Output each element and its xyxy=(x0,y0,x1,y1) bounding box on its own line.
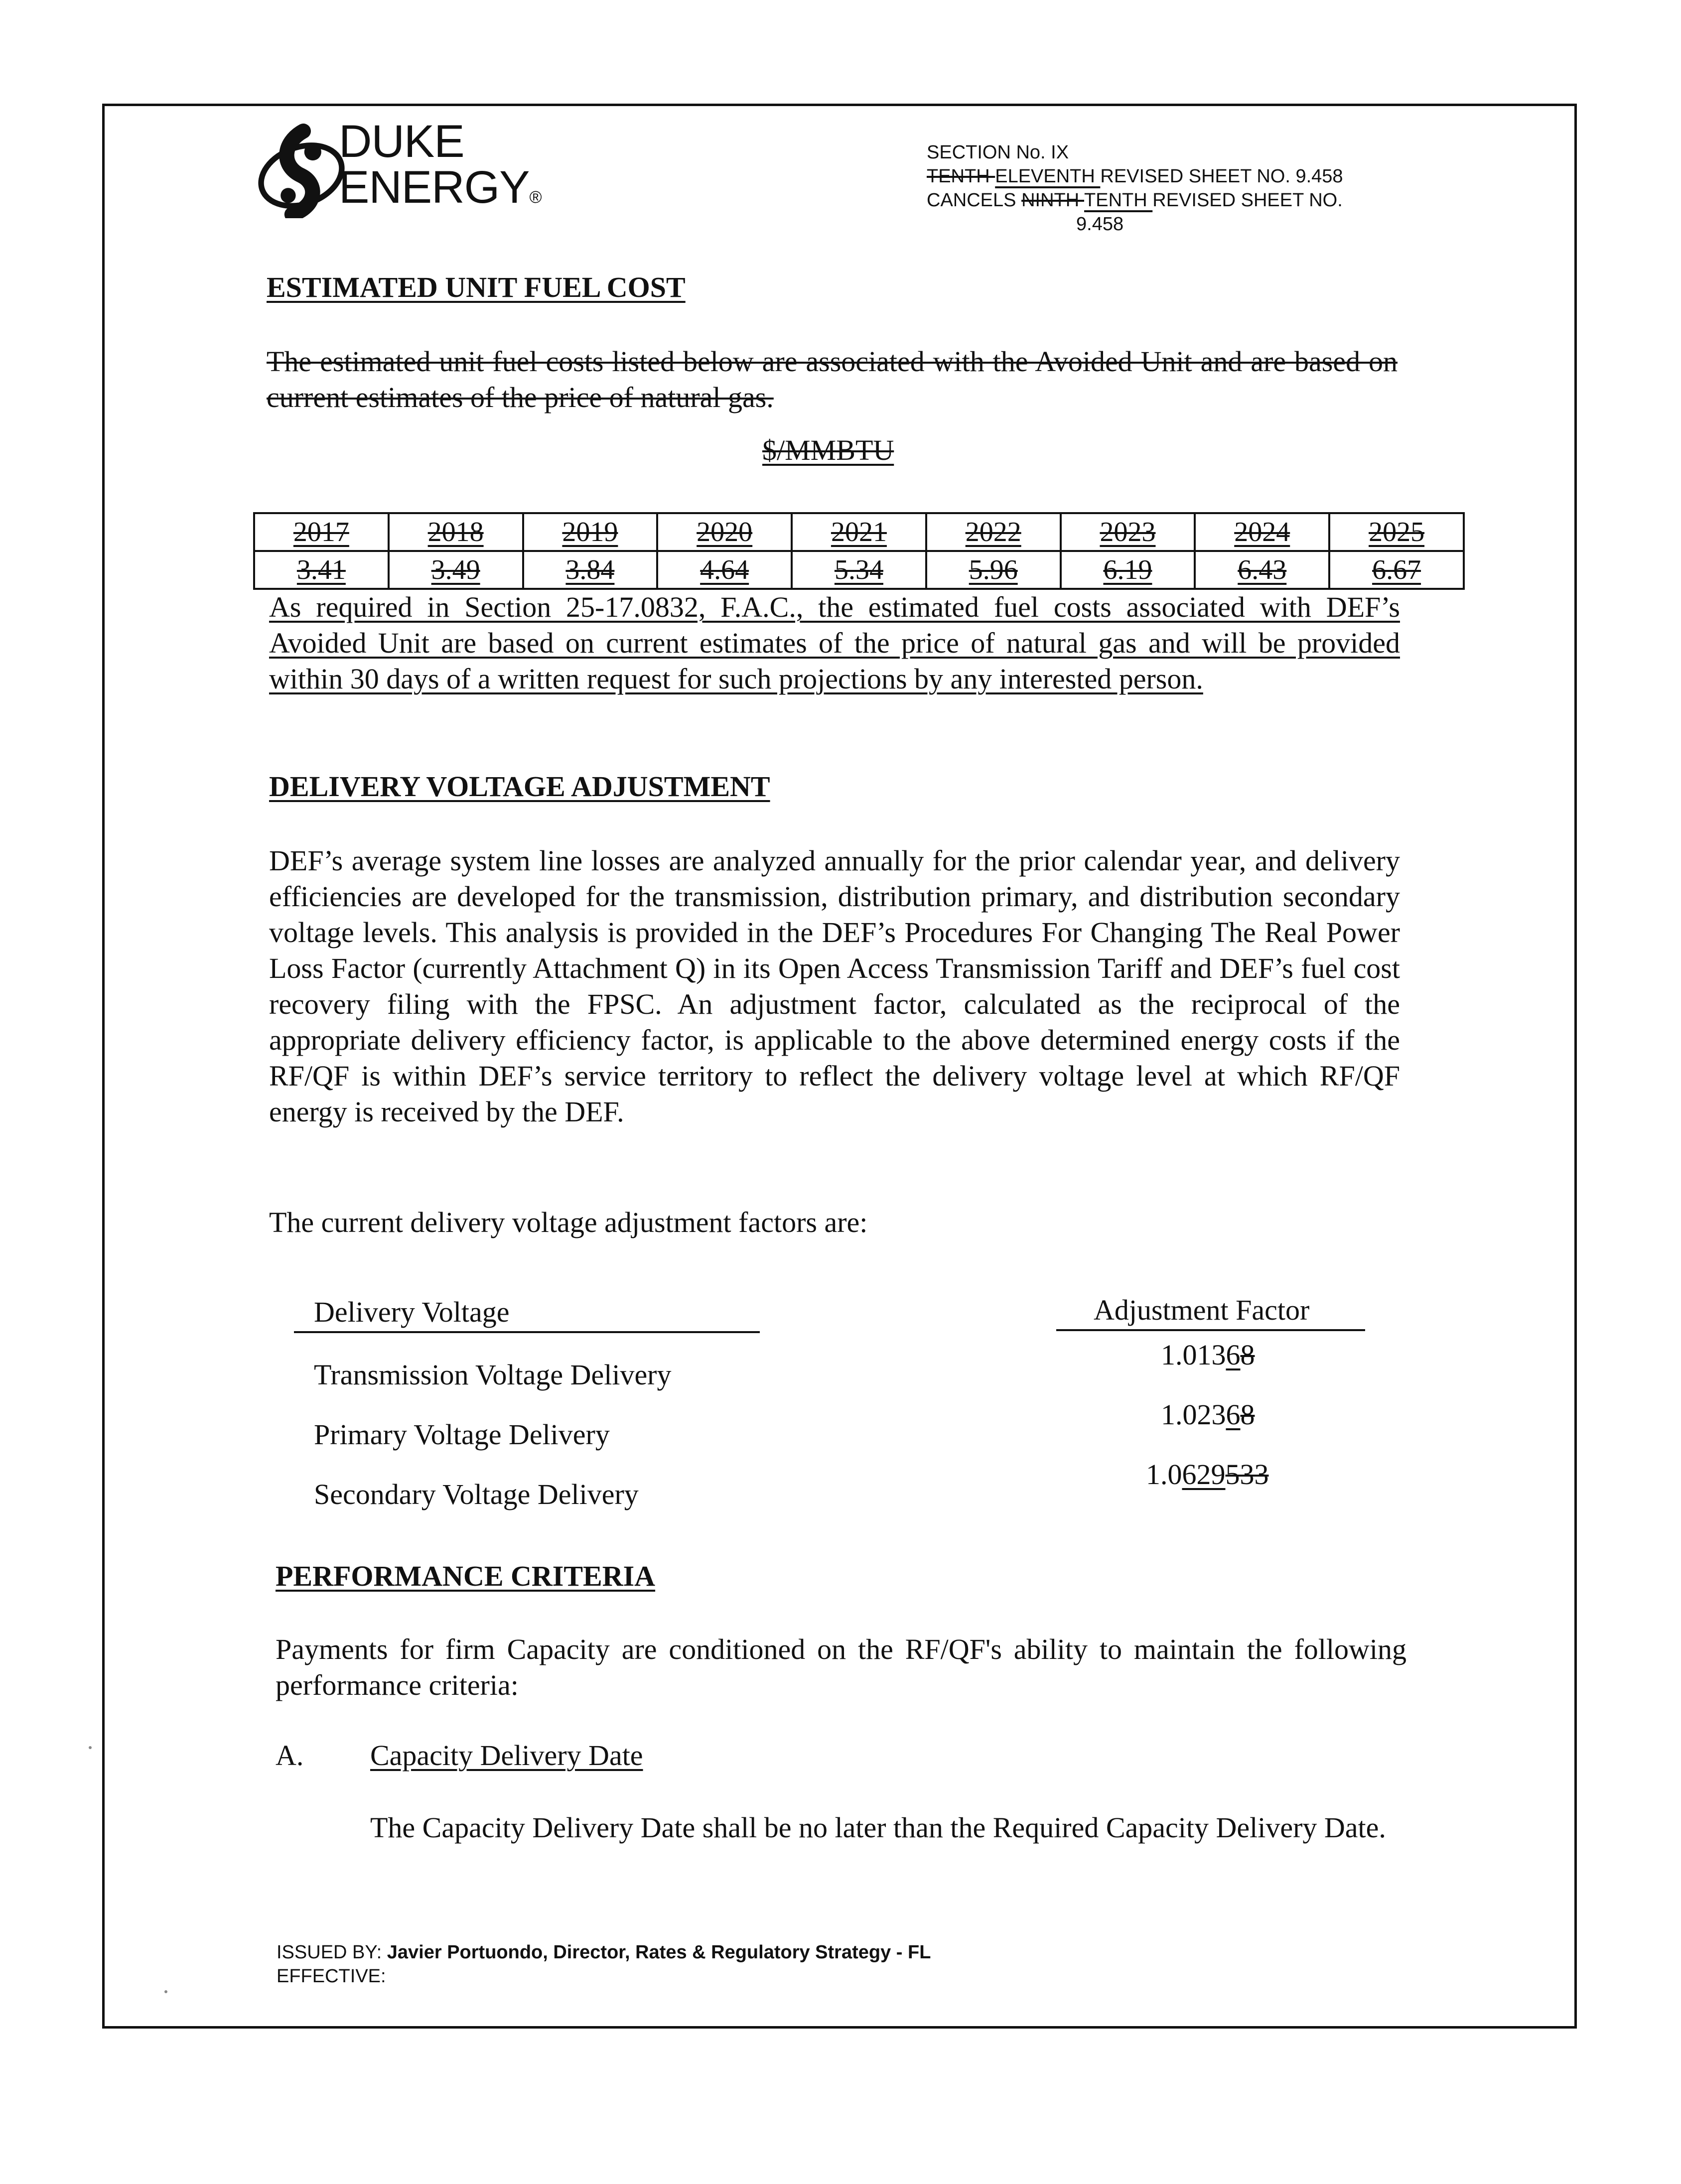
voltage-row-label: Primary Voltage Delivery xyxy=(314,1418,610,1451)
fuel-cost-old-text: The estimated unit fuel costs listed below are associated with the Avoided Unit and are based on current estimates of the price of natural gas. xyxy=(267,345,1398,413)
effective-label: EFFECTIVE: xyxy=(277,1966,386,1987)
year-cell: 2022 xyxy=(926,513,1061,551)
voltage-row-label: Transmission Voltage Delivery xyxy=(314,1359,672,1391)
issued-by xyxy=(277,1940,931,1964)
item-title: Capacity Delivery Date xyxy=(370,1739,643,1772)
cancels-number: 9.458 xyxy=(1076,214,1124,235)
issued-value: Javier Portuondo, Director, Rates & Regulatory Strategy - FL xyxy=(387,1942,931,1963)
fuel-cost-unit: $/MMBTU xyxy=(762,434,894,466)
cancels-rest: REVISED SHEET NO. xyxy=(1152,190,1343,211)
scan-speck xyxy=(89,1746,92,1749)
registered-mark: ® xyxy=(529,188,542,207)
cancels-old: NINTH xyxy=(1021,190,1085,211)
year-cell: 2024 xyxy=(1195,513,1329,551)
year-cell: 2025 xyxy=(1329,513,1464,551)
voltage-body: DEF’s average system line losses are analyzed annually for the prior calendar year, and delivery efficiencies are developed for the transmission, distribution primary, and distribution secondary voltage levels. This analysis is provided in the DEF’s Procedures For Changing The Real Power Loss Factor (currently Attachment Q) in its Open Access Transmission Tariff and DEF’s fuel cost recovery filing with the FPSC. An adjustment factor, calculated as the reciprocal of the appropriate delivery efficiency factor, is applicable to the above determined energy costs if the RF/QF is within DEF’s service territory to reflect the delivery voltage level at which RF/QF energy is received by the DEF. xyxy=(269,844,1400,1128)
cost-cell: 6.19 xyxy=(1061,551,1195,589)
cost-cell: 6.43 xyxy=(1195,551,1329,589)
performance-intro: Payments for firm Capacity are conditioned on the RF/QF's ability to maintain the following performance criteria: xyxy=(276,1633,1406,1701)
issued-label: ISSUED BY: xyxy=(277,1942,387,1963)
voltage-row-label: Secondary Voltage Delivery xyxy=(314,1478,639,1510)
fuel-cost-heading: ESTIMATED UNIT FUEL COST xyxy=(267,271,686,303)
cancels-pre: CANCELS xyxy=(927,190,1022,211)
duke-energy-logo-icon xyxy=(254,124,349,218)
section-number: SECTION No. IX xyxy=(927,142,1069,163)
cost-cell: 3.84 xyxy=(523,551,658,589)
voltage-col1-rule xyxy=(294,1295,760,1333)
year-cell: 2021 xyxy=(792,513,926,551)
sheet-new: ELEVENTH xyxy=(995,166,1101,187)
performance-heading: PERFORMANCE CRITERIA xyxy=(276,1560,656,1592)
logo-wordmark xyxy=(339,116,542,220)
fuel-years-row xyxy=(254,513,1464,551)
voltage-row-factor: 1.02368 xyxy=(1161,1398,1255,1431)
cost-cell: 3.49 xyxy=(389,551,523,589)
year-cell: 2017 xyxy=(254,513,389,551)
revised-sheet-line xyxy=(927,164,1343,188)
voltage-intro: The current delivery voltage adjustment factors are: xyxy=(269,1206,868,1238)
fuel-costs-row xyxy=(254,551,1464,589)
year-cell: 2019 xyxy=(523,513,658,551)
voltage-col2-header: Adjustment Factor xyxy=(1094,1294,1310,1326)
voltage-heading: DELIVERY VOLTAGE ADJUSTMENT xyxy=(269,770,770,803)
cancels-line xyxy=(927,188,1343,212)
sheet-rest: REVISED SHEET NO. 9.458 xyxy=(1100,166,1343,187)
footer xyxy=(277,1940,931,1988)
logo-line2: ENERGY xyxy=(339,162,530,213)
sheet-old: TENTH xyxy=(927,166,995,187)
cost-cell: 5.96 xyxy=(926,551,1061,589)
fuel-cost-table xyxy=(253,512,1465,590)
cost-cell: 5.34 xyxy=(792,551,926,589)
duke-energy-logo xyxy=(254,116,542,218)
scan-speck xyxy=(164,1990,167,1993)
sheet-header xyxy=(927,140,1343,236)
year-cell: 2023 xyxy=(1061,513,1195,551)
logo-line1: DUKE xyxy=(339,116,464,167)
item-letter: A. xyxy=(276,1739,304,1772)
cost-cell: 3.41 xyxy=(254,551,389,589)
voltage-col1-header: Delivery Voltage xyxy=(314,1296,510,1328)
voltage-row-factor: 1.01368 xyxy=(1161,1339,1255,1371)
voltage-row-factor: 1.0629533 xyxy=(1146,1458,1269,1491)
fuel-cost-new-text: As required in Section 25-17.0832, F.A.C., the estimated fuel costs associated with DEF’s Avoided Unit are based on current estimates of the price of natural gas and will be provided within 30 days of a written request for such projections by any interested person. xyxy=(269,591,1400,695)
year-cell: 2020 xyxy=(657,513,792,551)
cancels-new: TENTH xyxy=(1084,190,1153,211)
voltage-col2-rule xyxy=(1056,1293,1365,1331)
cost-cell: 4.64 xyxy=(657,551,792,589)
item-body: The Capacity Delivery Date shall be no later than the Required Capacity Delivery Date. xyxy=(370,1811,1386,1844)
cost-cell: 6.67 xyxy=(1329,551,1464,589)
year-cell: 2018 xyxy=(389,513,523,551)
